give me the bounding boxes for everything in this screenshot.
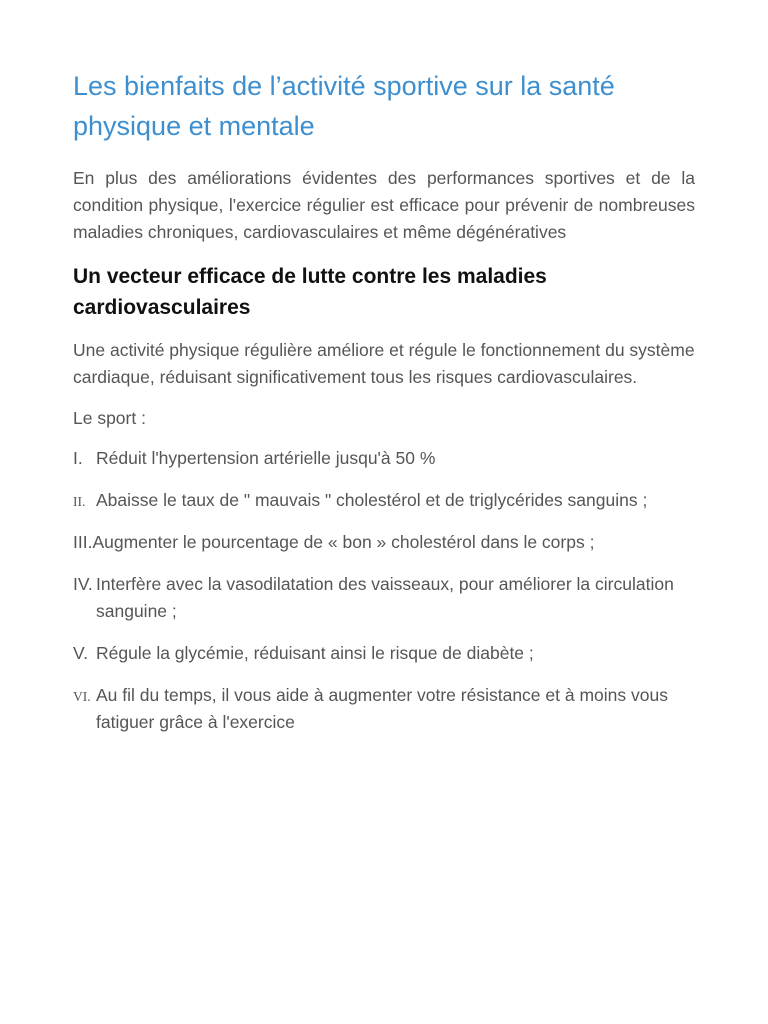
list-item-text: Réduit l'hypertension artérielle jusqu'à 50 % <box>96 448 436 468</box>
list-item-text: Interfère avec la vasodilatation des vaisseaux, pour améliorer la circulation sanguine ; <box>96 574 674 621</box>
list-item <box>73 445 695 472</box>
list-item-number: VI. <box>73 689 91 704</box>
benefits-list <box>73 445 695 736</box>
list-item <box>73 571 695 625</box>
document-page <box>73 66 695 751</box>
list-item-number: IV. <box>73 574 93 594</box>
list-item <box>73 682 695 736</box>
intro-paragraph: En plus des améliorations évidentes des performances sportives et de la condition physique, l'exercice régulier est efficace pour prévenir de nombreuses maladies chroniques, cardiovasculaires et même dégénératives <box>73 168 695 242</box>
list-item-number: III. <box>73 532 93 552</box>
list-item-number: I. <box>73 448 83 468</box>
list-lead: Le sport : <box>73 408 146 428</box>
list-item <box>73 487 695 514</box>
section-heading: Un vecteur efficace de lutte contre les maladies cardiovasculaires <box>73 265 547 319</box>
list-item-number: V. <box>73 643 88 663</box>
list-item-text: Abaisse le taux de " mauvais " cholestérol et de triglycérides sanguins ; <box>96 490 648 510</box>
list-item <box>73 640 695 667</box>
list-item-text: Régule la glycémie, réduisant ainsi le risque de diabète ; <box>96 643 534 663</box>
list-item <box>73 529 695 556</box>
list-item-number: II. <box>73 494 86 509</box>
list-item-text: Augmenter le pourcentage de « bon » cholestérol dans le corps ; <box>92 532 595 552</box>
list-item-text: Au fil du temps, il vous aide à augmenter votre résistance et à moins vous fatiguer grâce à l'exercice <box>96 685 668 732</box>
document-title: Les bienfaits de l’activité sportive sur la santé physique et mentale <box>73 71 615 141</box>
section-paragraph: Une activité physique régulière améliore et régule le fonctionnement du système cardiaque, réduisant significativement tous les risques cardiovasculaires. <box>73 340 695 387</box>
